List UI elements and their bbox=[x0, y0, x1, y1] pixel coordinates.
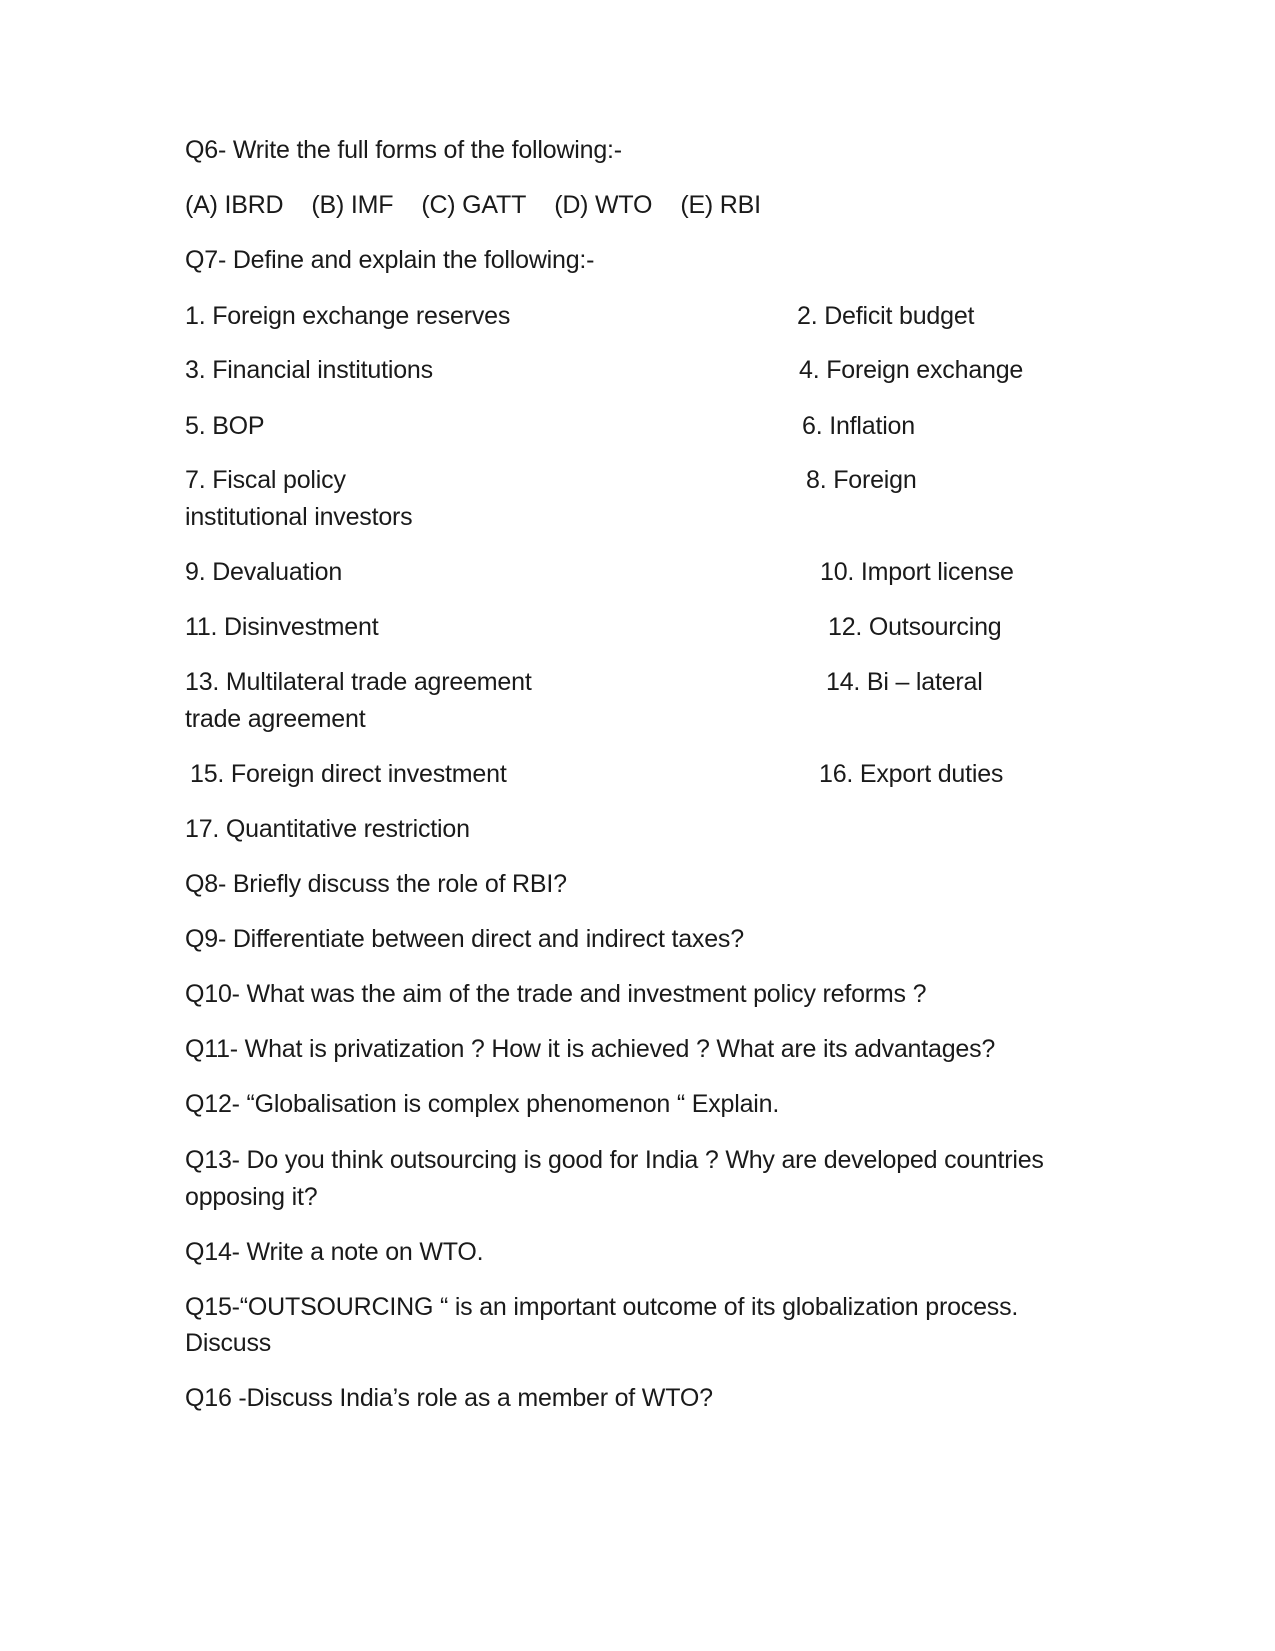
q9-question: Q9- Differentiate between direct and indirect taxes? bbox=[185, 925, 744, 953]
term-5: 5. BOP bbox=[185, 412, 265, 440]
q14-question: Q14- Write a note on WTO. bbox=[185, 1238, 484, 1266]
term-14: 14. Bi – lateral bbox=[826, 668, 983, 696]
term-8: 8. Foreign bbox=[806, 466, 917, 494]
q8-question: Q8- Briefly discuss the role of RBI? bbox=[185, 870, 567, 898]
term-16: 16. Export duties bbox=[819, 760, 1004, 788]
q16-question: Q16 -Discuss India’s role as a member of WTO? bbox=[185, 1384, 713, 1412]
term-2: 2. Deficit budget bbox=[797, 302, 975, 330]
term-6: 6. Inflation bbox=[802, 412, 915, 440]
term-15: 15. Foreign direct investment bbox=[190, 760, 507, 788]
term-11: 11. Disinvestment bbox=[185, 613, 379, 641]
term-7: 7. Fiscal policy bbox=[185, 466, 346, 494]
term-1: 1. Foreign exchange reserves bbox=[185, 302, 511, 330]
q10-question: Q10- What was the aim of the trade and investment policy reforms ? bbox=[185, 980, 927, 1008]
abbr-imf: (B) IMF bbox=[311, 191, 394, 219]
abbr-wto: (D) WTO bbox=[554, 191, 653, 219]
term-14-continuation: trade agreement bbox=[185, 705, 366, 733]
q11-question: Q11- What is privatization ? How it is achieved ? What are its advantages? bbox=[185, 1035, 996, 1063]
q13-question-continuation: opposing it? bbox=[185, 1183, 318, 1211]
term-12: 12. Outsourcing bbox=[828, 613, 1002, 641]
term-13: 13. Multilateral trade agreement bbox=[185, 668, 532, 696]
term-3: 3. Financial institutions bbox=[185, 356, 433, 384]
term-9: 9. Devaluation bbox=[185, 558, 343, 586]
q6-abbreviation-list bbox=[185, 186, 761, 224]
term-8-continuation: institutional investors bbox=[185, 503, 413, 531]
abbr-ibrd: (A) IBRD bbox=[185, 191, 284, 219]
abbr-gatt: (C) GATT bbox=[421, 191, 527, 219]
abbr-rbi: (E) RBI bbox=[680, 191, 761, 219]
q7-question: Q7- Define and explain the following:- bbox=[185, 246, 595, 274]
term-10: 10. Import license bbox=[820, 558, 1014, 586]
q15-question-continuation: Discuss bbox=[185, 1329, 272, 1357]
q12-question: Q12- “Globalisation is complex phenomenon “ Explain. bbox=[185, 1090, 780, 1118]
q13-question: Q13- Do you think outsourcing is good for India ? Why are developed countries bbox=[185, 1146, 1044, 1174]
q6-question: Q6- Write the full forms of the following:- bbox=[185, 136, 622, 164]
term-17: 17. Quantitative restriction bbox=[185, 815, 470, 843]
term-4: 4. Foreign exchange bbox=[799, 356, 1024, 384]
q15-question: Q15-“OUTSOURCING “ is an important outcome of its globalization process. bbox=[185, 1293, 1019, 1321]
